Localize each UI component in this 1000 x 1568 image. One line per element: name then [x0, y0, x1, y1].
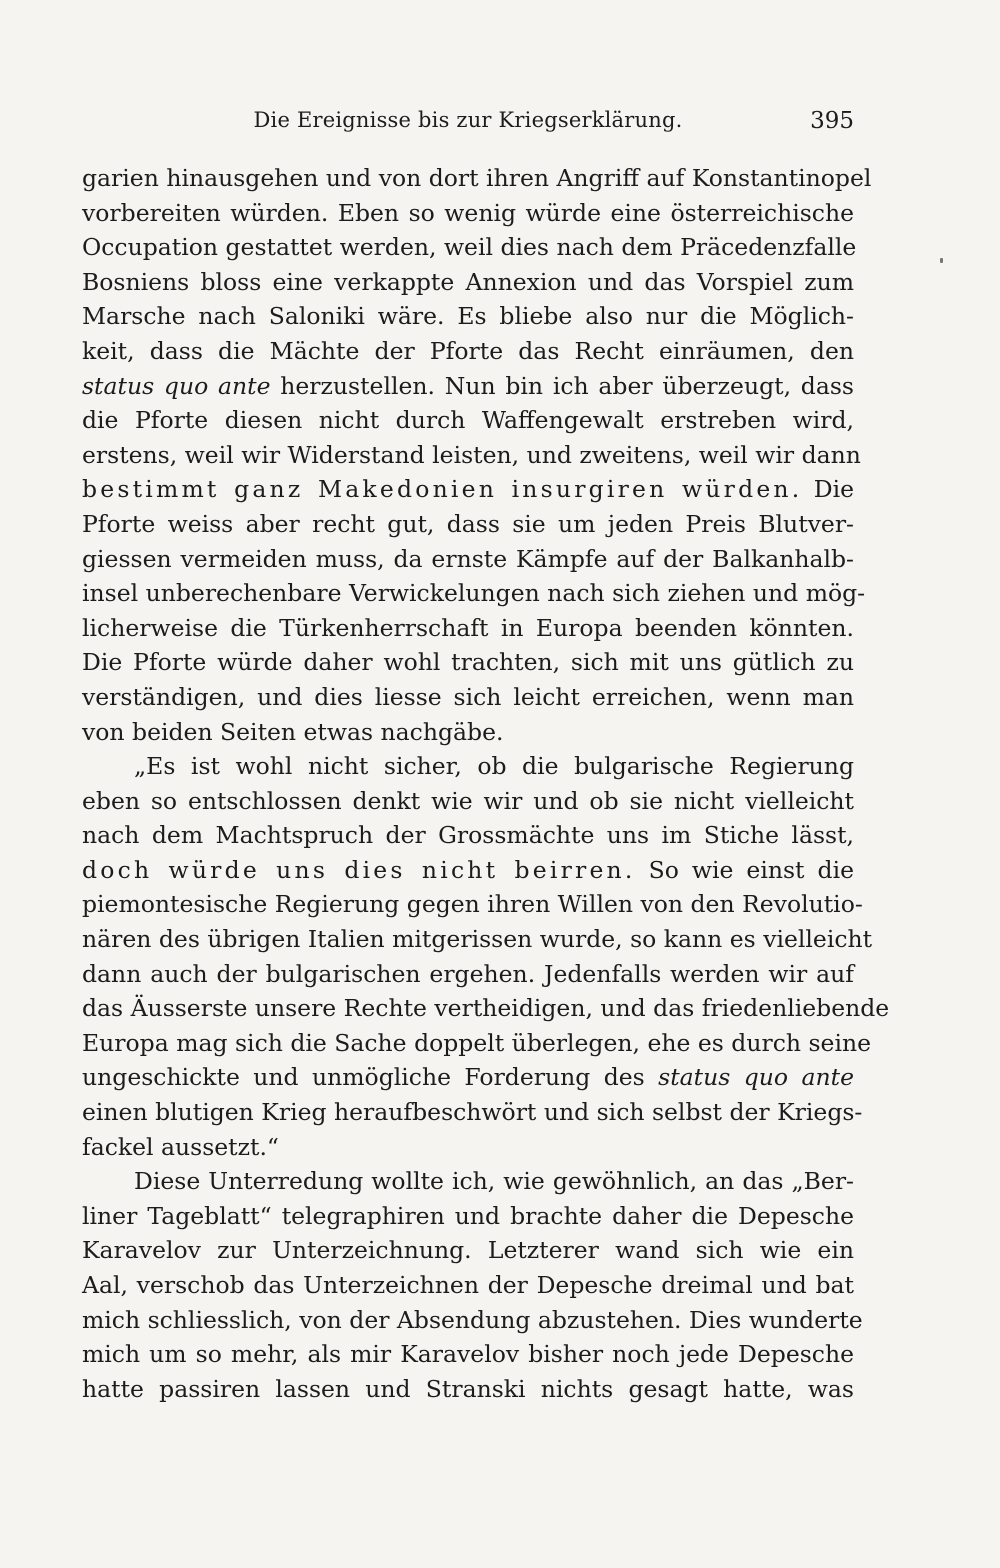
text-segment: nach dem Machtspruch der Grossmächte uns im Stiche lässt,: [82, 821, 854, 850]
text-segment: insel unberechenbare Verwickelungen nach sich ziehen und mög-: [82, 579, 866, 608]
spaced-emphasis: doch würde uns dies nicht beirren.: [82, 855, 636, 884]
text-line: [82, 438, 861, 473]
text-segment: mich um so mehr, als mir Karavelov bisher noch jede Depesche: [82, 1340, 854, 1369]
text-segment: giessen vermeiden muss, da ernste Kämpfe auf der Balkanhalb-: [82, 544, 854, 573]
text-segment: So wie einst die: [635, 855, 854, 884]
text-segment: licherweise die Türkenherrschaft in Europa beenden könnten.: [82, 613, 854, 642]
text-line: [82, 1337, 854, 1372]
text-segment: einen blutigen Krieg heraufbeschwört und sich selbst der Kriegs-: [82, 1098, 863, 1127]
text-line: [82, 230, 857, 265]
text-segment: die Pforte diesen nicht durch Waffengewalt erstreben wird,: [82, 406, 854, 435]
text-line: [82, 645, 854, 680]
text-line: [82, 1372, 854, 1407]
text-line: [82, 1303, 863, 1338]
text-line: [82, 369, 854, 404]
text-segment: hatte passiren lassen und Stranski nichts gesagt hatte, was: [82, 1374, 854, 1403]
italic-phrase: status quo ante: [658, 1063, 854, 1092]
text-segment: liner Tageblatt“ telegraphiren und brachte daher die Depesche: [82, 1201, 854, 1230]
text-line: [82, 1095, 863, 1130]
text-segment: Bosniens bloss eine verkappte Annexion und das Vorspiel zum: [82, 267, 854, 296]
text-segment: piemontesische Regierung gegen ihren Willen von den Revolutio-: [82, 890, 863, 919]
body-text: [82, 161, 890, 1406]
text-segment: Die Pforte würde daher wohl trachten, sich mit uns gütlich zu: [82, 648, 854, 677]
text-line: [82, 265, 854, 300]
paper-speck: [940, 258, 943, 263]
text-line: [82, 576, 866, 611]
text-line: [82, 749, 854, 784]
text-line: [82, 818, 854, 853]
text-line: [82, 887, 863, 922]
text-line: [82, 1026, 872, 1061]
text-segment: Karavelov zur Unterzeichnung. Letzterer wand sich wie ein: [82, 1236, 854, 1265]
text-segment: dann auch der bulgarischen ergehen. Jedenfalls werden wir auf: [82, 959, 854, 988]
text-line: [82, 1199, 854, 1234]
text-segment: Marsche nach Saloniki wäre. Es bliebe also nur die Möglich-: [82, 302, 854, 331]
text-segment: Die: [802, 475, 855, 504]
text-segment: erstens, weil wir Widerstand leisten, und zweitens, weil wir dann: [82, 440, 861, 469]
text-segment: herzustellen. Nun bin ich aber überzeugt, dass: [270, 371, 854, 400]
text-segment: Diese Unterredung wollte ich, wie gewöhnlich, an das „Ber-: [134, 1167, 854, 1196]
page-number: 395: [810, 108, 854, 134]
text-segment: von beiden Seiten etwas nachgäbe.: [82, 717, 504, 746]
text-line: [82, 611, 854, 646]
italic-phrase: status quo ante: [82, 371, 271, 400]
text-segment: fackel aussetzt.“: [82, 1132, 279, 1161]
text-line: [82, 334, 854, 369]
text-line: [82, 957, 854, 992]
text-line: [82, 680, 854, 715]
text-line: [82, 403, 854, 438]
text-segment: Europa mag sich die Sache doppelt überlegen, ehe es durch seine: [82, 1028, 872, 1057]
text-line: [82, 1060, 854, 1095]
text-line: [82, 472, 854, 507]
text-segment: keit, dass die Mächte der Pforte das Recht einräumen, den: [82, 336, 854, 365]
text-line: [82, 299, 854, 334]
text-line: [82, 196, 854, 231]
text-line: [82, 1268, 854, 1303]
running-title: Die Ereignisse bis zur Kriegserklärung.: [253, 108, 683, 132]
text-segment: nären des übrigen Italien mitgerissen wurde, so kann es vielleicht: [82, 925, 873, 954]
text-segment: das Äusserste unsere Rechte vertheidigen, und das friedenliebende: [82, 994, 890, 1023]
text-segment: eben so entschlossen denkt wie wir und ob sie nicht vielleicht: [82, 786, 854, 815]
text-segment: ungeschickte und unmögliche Forderung des: [82, 1063, 659, 1092]
text-line: [82, 1233, 854, 1268]
text-line: [82, 1130, 854, 1165]
text-segment: garien hinausgehen und von dort ihren Angriff auf Konstantinopel: [82, 164, 872, 192]
text-line: [82, 784, 854, 819]
text-segment: mich schliesslich, von der Absendung abzustehen. Dies wunderte: [82, 1305, 863, 1334]
text-line: [82, 991, 890, 1026]
text-line: [82, 853, 854, 888]
text-segment: „Es ist wohl nicht sicher, ob die bulgarische Regierung: [134, 752, 854, 781]
text-segment: Aal, verschob das Unterzeichnen der Depesche dreimal und bat: [82, 1271, 854, 1299]
text-segment: Occupation gestattet werden, weil dies nach dem Präcedenzfalle: [82, 233, 857, 262]
text-line: [82, 922, 873, 957]
text-line: [82, 1164, 854, 1199]
running-head: [82, 108, 854, 148]
text-segment: verständigen, und dies liesse sich leicht erreichen, wenn man: [82, 682, 854, 711]
text-line: [82, 507, 854, 542]
text-line: [82, 542, 854, 577]
text-segment: vorbereiten würden. Eben so wenig würde eine österreichische: [82, 198, 854, 227]
spaced-emphasis: bestimmt ganz Makedonien insurgiren würden.: [82, 475, 803, 504]
text-segment: Pforte weiss aber recht gut, dass sie um jeden Preis Blutver-: [82, 509, 854, 538]
text-line: [82, 715, 854, 750]
text-line: [82, 161, 872, 196]
